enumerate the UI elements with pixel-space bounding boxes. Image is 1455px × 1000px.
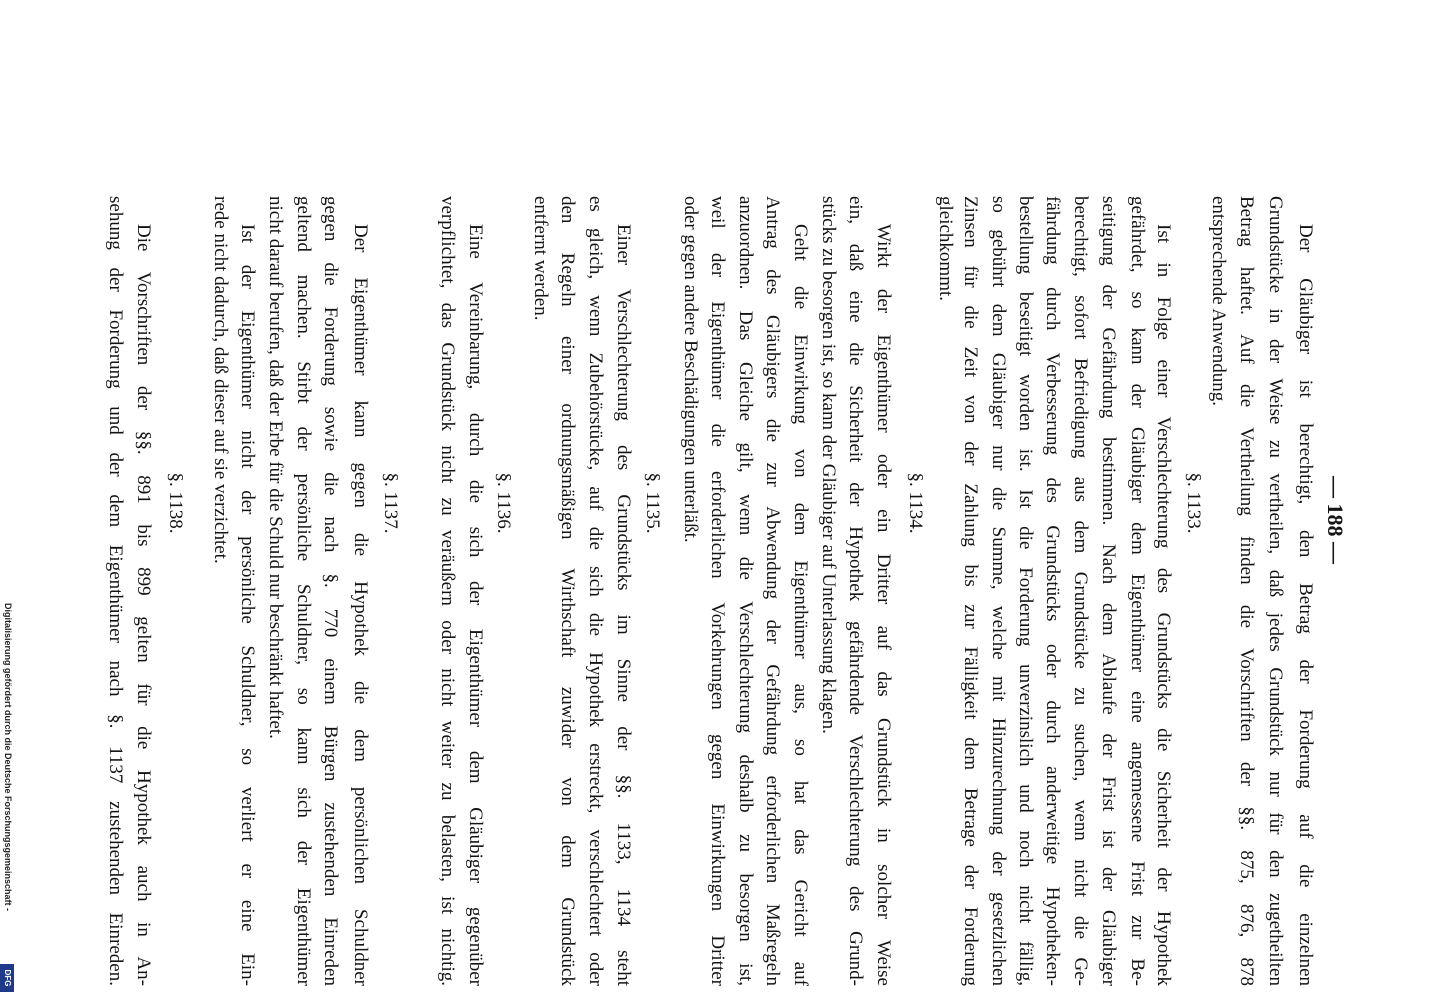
text-line: Antrag des Gläubigers die zur Abwendung der Gefährdung erforderlichen Maßregeln (762, 196, 783, 986)
text-line: Geht die Einwirkung von dem Eigenthümer aus, so hat das Gericht auf (790, 224, 811, 986)
text-line: berechtigt, sofort Befriedigung aus dem Grundstücke zu suchen, wenn nicht die Ge- (1070, 196, 1091, 986)
text-line: nicht darauf berufen, daß der Erbe für die Schuld nur beschränkt haftet. (265, 196, 286, 739)
text-line: ein, daß eine die Sicherheit der Hypothek gefährdende Verschlechterung des Grund- (845, 196, 866, 986)
text-line: gefährdet, so kann der Gläubiger dem Eigenthümer eine angemessene Frist zur Be- (1127, 196, 1148, 986)
text-line: gegen die Forderung sowie die nach §. 770 einem Bürgen zustehenden Einreden (320, 196, 341, 986)
text-line: Grundstücke in der Weise zu vertheilen, daß jedes Grundstück nur für den zugetheilten (1265, 196, 1286, 986)
text-line: entfernt werden. (530, 196, 551, 321)
section-heading: §. 1138. (165, 472, 186, 534)
text-line: anzuordnen. Das Gleiche gilt, wenn die Verschlechterung deshalb zu besorgen ist, (735, 196, 756, 986)
text-line: Die Vorschriften der §§. 891 bis 899 gelten für die Hypothek auch in An- (133, 224, 154, 986)
text-line: Eine Vereinbarung, durch die sich der Eigenthümer dem Gläubiger gegenüber (465, 224, 486, 986)
text-line: so gebührt dem Gläubiger nur die Summe, welche mit Hinzurechnung der gesetzlichen (988, 196, 1009, 986)
text-line: Wirkt der Eigenthümer oder ein Dritter auf das Grundstück in solcher Weise (873, 224, 894, 986)
text-line: gleichkommt. (935, 196, 956, 302)
text-line: Der Gläubiger ist berechtigt, den Betrag der Forderung auf die einzelnen (1295, 224, 1316, 986)
section-heading: §. 1137. (380, 472, 401, 534)
text-line: stücks zu besorgen ist, so kann der Gläubiger auf Unterlassung klagen. (818, 196, 839, 734)
text-line: sehung der Forderung und der dem Eigenthümer nach §. 1137 zustehenden Einreden. (105, 196, 126, 986)
text-line: weil der Eigenthümer die erforderlichen Vorkehrungen gegen Einwirkungen Dritter (707, 196, 728, 986)
text-line: Der Eigenthümer kann gegen die Hypothek die dem persönlichen Schuldner (350, 224, 371, 986)
dfg-logo: DFG (0, 964, 14, 992)
section-heading: §. 1136. (493, 472, 514, 534)
text-line: bestellung beseitigt worden ist. Ist die Forderung unverzinslich und noch nicht fällig, (1015, 196, 1036, 986)
text-line: fährdung durch Verbesserung des Grundstücks oder durch anderweitige Hypotheken- (1042, 196, 1063, 986)
text-line: Ist der Eigenthümer nicht der persönliche Schuldner, so verliert er eine Ein- (237, 224, 258, 986)
text-line: Zinsen für die Zeit von der Zahlung bis zur Fälligkeit dem Betrage der Forderung (960, 196, 981, 986)
text-line: Betrag haftet. Auf die Vertheilung finden die Vorschriften der §§. 875, 876, 878 (1236, 196, 1257, 986)
text-line: verpflichtet, das Grundstück nicht zu veräußern oder nicht weiter zu belasten, ist nichtig. (437, 196, 458, 986)
text-line: Ist in Folge einer Verschlechterung des Grundstücks die Sicherheit der Hypothek (1153, 224, 1174, 986)
text-line: entsprechende Anwendung. (1208, 196, 1229, 406)
text-line: Einer Verschlechterung des Grundstücks im Sinne der §§. 1133, 1134 steht (613, 224, 634, 986)
page-number: — 188 — (1323, 476, 1348, 564)
digitization-credit: Digitalisierung gefördert durch die Deutsche Forschungsgemeinschaft - (3, 603, 13, 912)
text-line: es gleich, wenn Zubehörstücke, auf die sich die Hypothek erstreckt, verschlechtert oder (585, 196, 606, 986)
text-line: rede nicht dadurch, daß dieser auf sie verzichtet. (210, 196, 231, 564)
section-heading: §. 1135. (642, 472, 663, 534)
text-line: den Regeln einer ordnungsmäßigen Wirthschaft zuwider von dem Grundstück (557, 196, 578, 986)
text-line: oder gegen andere Beschädigungen unterläßt. (680, 196, 701, 543)
text-line: seitigung der Gefährdung bestimmen. Nach dem Ablaufe der Frist ist der Gläubiger (1098, 196, 1119, 986)
section-heading: §. 1133. (1183, 472, 1204, 534)
section-heading: §. 1134. (905, 472, 926, 534)
text-line: geltend machen. Stirbt der persönliche Schuldner, so kann sich der Eigenthümer (293, 196, 314, 986)
